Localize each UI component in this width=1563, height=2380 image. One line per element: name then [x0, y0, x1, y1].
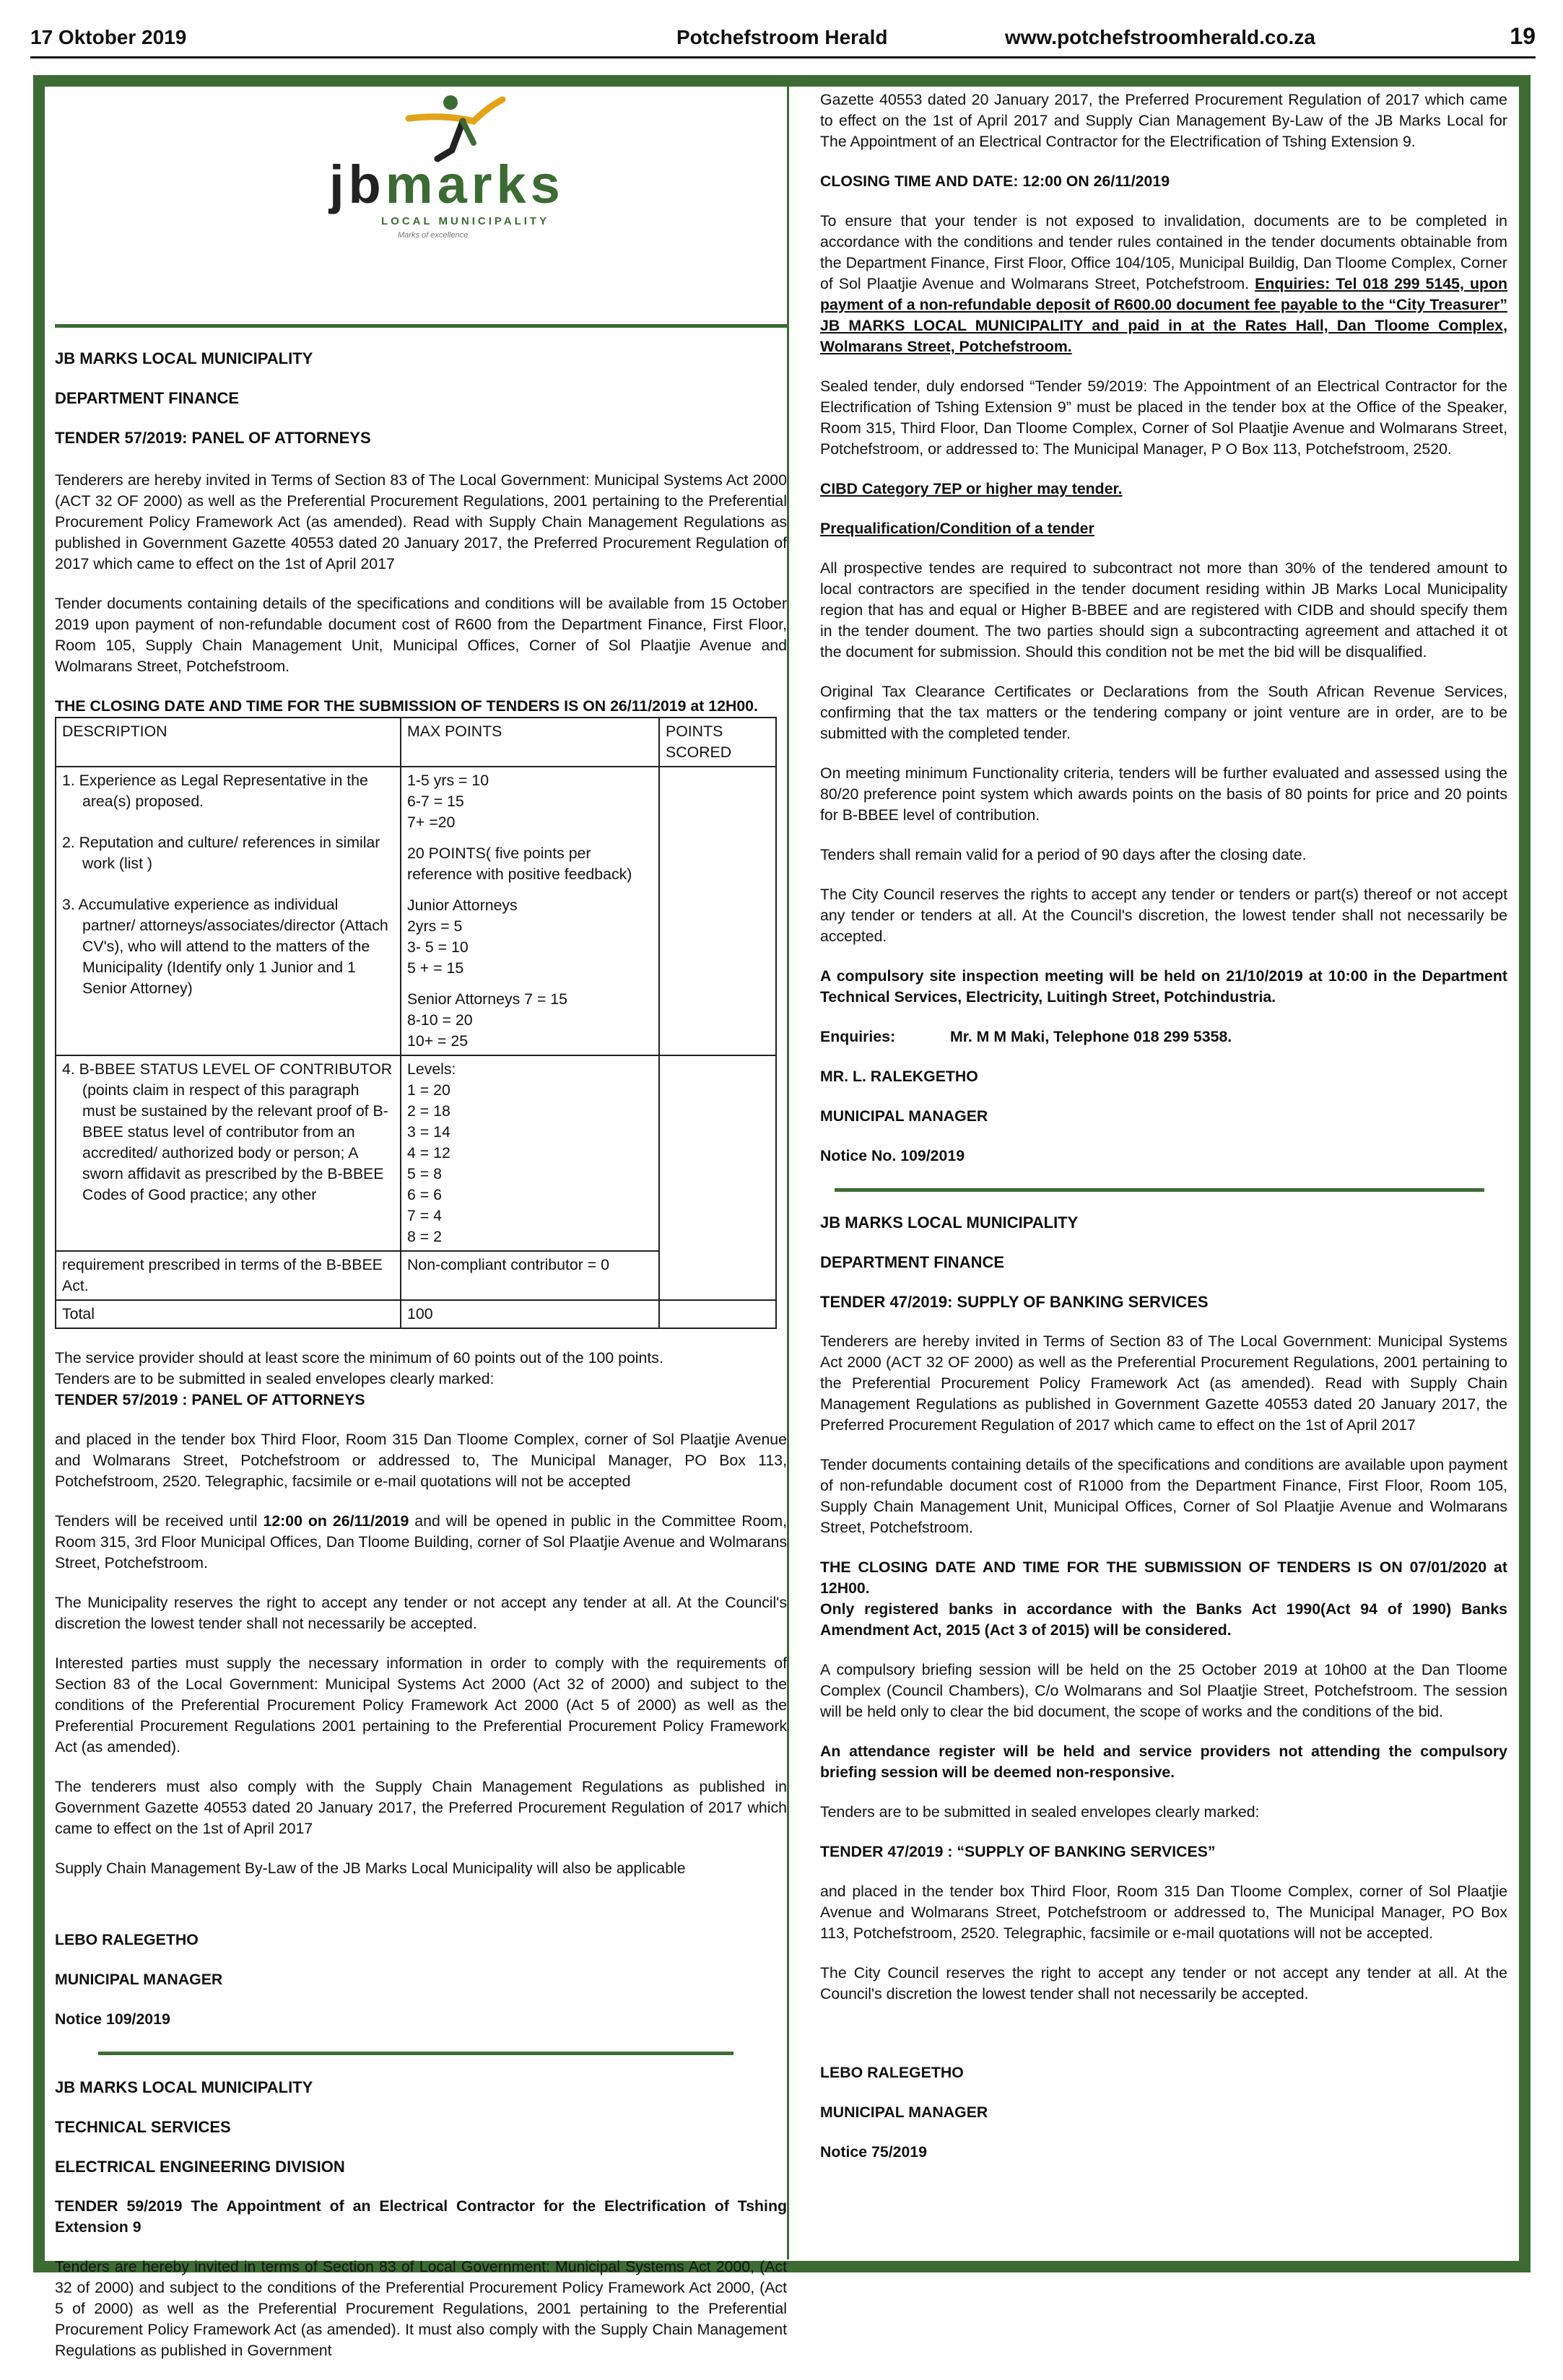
notice2-para-3: To ensure that your tender is not exposed to invalidation, documents are to be completed in accordance with the conditions and tender rules contained in the tender documents obtainable from the Department Finance, First Floor, Office 104/105, Municipal Buildig, Dan Tloome Complex, Corner of Sol Plaatjie Avenue and Wolmarans Street, Potchefstroom. Enquiries: Tel 018 299 5145, upon payment of a non-refundable deposit of R600.00 document fee payable to the “City Treasurer” JB MARKS LOCAL MUNICIPALITY and paid in at the Rates Hall, Dan Tloome Complex, Wolmarans Street, Potchefstroom.	[820, 212, 1508, 355]
criterion-reputation: 2. Reputation and culture/ references in similar work (list )	[62, 834, 380, 872]
criterion-bbbee: 4. B-BBEE STATUS LEVEL OF CONTRIBUTOR (points claim in respect of this paragraph must be sustained by the relevant proof of B-BBEE status level of contributor from an accredited/ authorized body or person; A sworn affidavit as prescribed by the B-BBEE Codes of Good practice; any other	[62, 1060, 393, 1203]
points-line: Levels:	[407, 1060, 456, 1078]
notice2-para-1: Tenders are hereby invited in terms of Section 83 of Local Government: Municipal Systems Act 2000, (Act 32 of 2000) and subject to the conditions of the Preferential Procurement Policy Framework Act 2000, (Act 5 of 2000) as well as the Preferential Procurement Regulations, 2001 pertaining to the Preferential Procurement Policy Framework Act (as amended). It must also comply with the Supply Chain Management Regulations as published in Government	[55, 2258, 787, 2359]
notice2-heading-3: ELECTRICAL ENGINEERING DIVISION	[55, 2158, 345, 2176]
notice2-enquiries: Enquiries: Mr. M M Maki, Telephone 018 299 5358.	[820, 1028, 1232, 1045]
notice2-para-2: Gazette 40553 dated 20 January 2017, the Preferred Procurement Regulation of 2017 which came to effect on the 1st of April 2017 and Supply Cian Management By-Law of the JB Marks Local for The Appointment of an Electrical Contractor for the Electrification of Tshing Extension 9.	[820, 91, 1507, 150]
notice3-closing: THE CLOSING DATE AND TIME FOR THE SUBMISSION OF TENDERS IS ON 07/01/2020 at 12H00.	[820, 1559, 1507, 1597]
notice2-para-8: Tenders shall remain valid for a period of 90 days after the closing date.	[820, 846, 1307, 863]
signatory-title: MUNICIPAL MANAGER	[55, 1971, 223, 1988]
points-line: 1-5 yrs = 10	[407, 772, 489, 789]
notice1-para-4: and placed in the tender box Third Floor, Room 315 Dan Tloome Complex, corner of Sol Plaatjie Avenue and Wolmarans Street, Potchefstroom or addressed to, The Municipal Manager, PO Box 113, Potchefstroom, 2520. Telegraphic, facsimile or e-mail quotations will not be accepted	[55, 1431, 787, 1490]
notice2-para-5: All prospective tendes are required to subcontract not more than 30% of the tendered amount to local contractors are specified in the tender document residing within JB Marks Local Municipality region that has and equal or Higher B-BBEE and are registered with CIDB and should specify them in the tender doument. The two parties should sign a subcontracting agreement and attached it ot the document for submission. Should this condition not be met the bid will be disqualified.	[820, 559, 1507, 661]
points-line: 7+ =20	[407, 814, 456, 831]
points-line: 2yrs = 5	[407, 917, 463, 935]
points-line: 6 = 6	[407, 1186, 442, 1203]
total-value: 100	[401, 1300, 659, 1328]
notice2-closing: CLOSING TIME AND DATE: 12:00 ON 26/11/2019	[820, 173, 1170, 190]
points-line: 8 = 2	[407, 1228, 442, 1245]
notice3-para-7: and placed in the tender box Third Floor, Room 315 Dan Tloome Complex, corner of Sol Plaatjie Avenue and Wolmarans Street, Potchefstroom or addressed to, The Municipal Manager, PO Box 113, Potchefstroom, 2520. Telegraphic, facsimile or e-mail quotations will not be accepted.	[820, 1883, 1507, 1942]
points-line: 4 = 12	[407, 1144, 450, 1161]
notice-number: Notice 75/2019	[820, 2143, 927, 2161]
green-rule	[835, 1188, 1484, 1192]
notice3-banks: Only registered banks in accordance with the Banks Act 1990(Act 94 of 1990) Banks Amendment Act, 2015 (Act 3 of 2015) will be considered.	[820, 1600, 1507, 1639]
notice1-closing: THE CLOSING DATE AND TIME FOR THE SUBMISSION OF TENDERS IS ON 26/11/2019 at 12H00.	[55, 697, 758, 715]
points-noncompliant: Non-compliant contributor = 0	[401, 1251, 659, 1300]
points-line: 3- 5 = 10	[407, 938, 469, 956]
criterion-bbbee-cont: requirement prescribed in terms of the B-BBEE Act.	[56, 1251, 401, 1300]
notice2-para-9: The City Council reserves the rights to accept any tender or tenders or part(s) thereof or not accept any tender or tenders at all. At the Council's discretion, the lowest tender shall not necessarily be accepted.	[820, 886, 1507, 945]
points-line: 6-7 = 15	[407, 793, 464, 810]
signatory-title: MUNICIPAL MANAGER	[820, 2104, 988, 2121]
score-cell[interactable]	[659, 1300, 776, 1328]
notice-number: Notice 109/2019	[55, 2010, 170, 2028]
signatory-name: LEBO RALEGETHO	[820, 2064, 964, 2081]
notice3-para-5: Tenders are to be submitted in sealed envelopes clearly marked:	[820, 1803, 1260, 1821]
notice1-para-1: Tenderers are hereby invited in Terms of Section 83 of The Local Government: Municipal Systems Act 2000 (ACT 32 OF 2000) as well as the Preferential Procurement Regulations, 2001 pertaining to the Preferential Procurement Policy Framework Act (as amended). Read with Supply Chain Management Regulations as published in Government Gazette 40553 dated 20 January 2017, the Preferred Procurement Regulation of 2017 which came to effect on the 1st of April 2017	[55, 471, 787, 572]
page-header	[30, 23, 1536, 55]
points-line: 3 = 14	[407, 1123, 450, 1141]
logo-subtitle: LOCAL MUNICIPALITY	[381, 215, 550, 227]
col-max-points: MAX POINTS	[401, 718, 659, 767]
issue-date: 17 Oktober 2019	[30, 26, 187, 48]
notice3-heading-3: TENDER 47/2019: SUPPLY OF BANKING SERVICES	[820, 1293, 1209, 1311]
total-label: Total	[56, 1300, 401, 1328]
points-table	[55, 717, 777, 1329]
notice2-cidb: CIBD Category 7EP or higher may tender.	[820, 480, 1123, 497]
newspaper-name: Potchefstroom Herald	[676, 26, 888, 48]
notice1-para-5: Tenders will be received until 12:00 on 26/11/2019 and will be opened in public in the Committee Room, Room 315, 3rd Floor Municipal Offices, Dan Tloome Building, corner of Sol Plaatjie Avenue and Wolmarans Street, Potchefstroom.	[55, 1512, 788, 1572]
points-line: 7 = 4	[407, 1207, 442, 1224]
jb-marks-logo	[55, 90, 787, 241]
points-line: Junior Attorneys	[407, 897, 518, 914]
notice1-marking: TENDER 57/2019 : PANEL OF ATTORNEYS	[55, 1391, 365, 1408]
green-rule	[55, 324, 787, 328]
green-rule	[98, 2052, 733, 2055]
points-reputation: 20 POINTS( five points per reference with positive feedback)	[407, 845, 632, 883]
page-number: 19	[1510, 23, 1536, 49]
notice-number: Notice No. 109/2019	[820, 1147, 965, 1164]
score-cell[interactable]	[659, 767, 776, 1055]
notice3-heading-2: DEPARTMENT FINANCE	[820, 1253, 1005, 1271]
notice1-para-2: Tender documents containing details of the specifications and conditions will be available from 15 October 2019 upon payment of non-refundable document cost of R600 from the Department Finance, First Floor, Room 105, Supply Chain Management Unit, Municipal Offices, Corner of Sol Plaatjie Avenue and Wolmarans Street, Potchefstroom.	[55, 595, 787, 675]
table-row	[56, 767, 776, 1055]
notice2-prequalification: Prequalification/Condition of a tender	[820, 520, 1094, 537]
points-line: 5 + = 15	[407, 959, 464, 977]
notice3-para-1: Tenderers are hereby invited in Terms of Section 83 of The Local Government: Municipal Systems Act 2000 (ACT 32 OF 2000) as well as the Preferential Procurement Regulations, 2001 pertaining to the Preferential Procurement Policy Framework Act (as amended). Read with Supply Chain Management Regulations as published in Government Gazette 40553 dated 20 January 2017, the Preferred Procurement Regulation of 2017 which came to effect on the 1st of April 2017	[820, 1333, 1507, 1434]
notice1-heading-2: DEPARTMENT FINANCE	[55, 389, 240, 407]
notice2-site-inspection: A compulsory site inspection meeting will be held on 21/10/2019 at 10:00 in the Department Technical Services, Electricity, Luitingh Street, Potchindustria.	[820, 967, 1507, 1006]
notice2-heading-2: TECHNICAL SERVICES	[55, 2118, 231, 2136]
notice3-heading-1: JB MARKS LOCAL MUNICIPALITY	[820, 1213, 1079, 1232]
notice1-heading-3: TENDER 57/2019: PANEL OF ATTORNEYS	[55, 429, 371, 447]
points-line: 1 = 20	[407, 1081, 450, 1099]
signatory-name: LEBO RALEGETHO	[55, 1931, 199, 1948]
notice1-para-3: The service provider should at least score the minimum of 60 points out of the 100 points.	[55, 1349, 663, 1366]
right-column	[820, 90, 1507, 2181]
table-row	[56, 1055, 776, 1251]
notice2-heading-1: JB MARKS LOCAL MUNICIPALITY	[55, 2078, 313, 2096]
signatory-name: MR. L. RALEKGETHO	[820, 1068, 978, 1085]
points-line: 8-10 = 20	[407, 1011, 473, 1029]
logo-figure-icon	[394, 92, 539, 165]
points-line: 2 = 18	[407, 1102, 450, 1120]
points-line: 5 = 8	[407, 1165, 442, 1182]
notice2-para-7: On meeting minimum Functionality criteria, tenders will be further evaluated and assessed using the 80/20 preference point system which awards points on the basis of 80 points for price and 20 points for B-BBEE level of contribution.	[820, 764, 1507, 824]
notice3-para-2: Tender documents containing details of the specifications and conditions are available upon payment of non-refundable document cost of R1000 from the Department Finance, First Floor, Room 105, Supply Chain Management Unit, Municipal Offices, Corner of Sol Plaatjie Avenue and Wolmarans Street, Potchefstroom.	[820, 1456, 1507, 1536]
signatory-title: MUNICIPAL MANAGER	[820, 1107, 988, 1125]
notice3-marking: TENDER 47/2019 : “SUPPLY OF BANKING SERVICES”	[820, 1843, 1216, 1860]
table-header-row	[56, 718, 776, 767]
score-cell[interactable]	[659, 1055, 776, 1300]
logo-tagline: Marks of excellence	[398, 231, 469, 240]
notice1-heading-1: JB MARKS LOCAL MUNICIPALITY	[55, 349, 313, 367]
header-rule	[30, 56, 1536, 58]
logo-wordmark: jbmarks	[329, 154, 565, 214]
criterion-experience: 1. Experience as Legal Representative in the area(s) proposed.	[62, 772, 368, 810]
notice1-para-3b: Tenders are to be submitted in sealed envelopes clearly marked:	[55, 1370, 495, 1387]
points-line: Senior Attorneys 7 = 15	[407, 990, 567, 1008]
col-description: DESCRIPTION	[56, 718, 401, 767]
newspaper-url[interactable]: www.potchefstroomherald.co.za	[1005, 26, 1315, 48]
notice2-para-4: Sealed tender, duly endorsed “Tender 59/2019: The Appointment of an Electrical Contractor for the Electrification of Tshing Extension 9” must be placed in the tender box at the Office of the Speaker, Room 315, Third Floor, Dan Tloome Complex, Corner of Sol Plaatjie Avenue and Wolmarans Street, Potchefstroom, or addressed to: The Municipal Manager, P O Box 113, Potchefstroom, 2520.	[820, 378, 1507, 458]
column-divider	[787, 87, 789, 2259]
notice1-para-6: The Municipality reserves the right to accept any tender or not accept any tender at all. At the Council's discretion the lowest tender shall not necessarily be accepted.	[55, 1594, 787, 1632]
notice1-para-8: The tenderers must also comply with the Supply Chain Management Regulations as published in Government Gazette 40553 dated 20 January 2017, the Preferred Procurement Regulation of 2017 which came to effect on the 1st of April 2017	[55, 1778, 787, 1837]
notice2-para-6: Original Tax Clearance Certificates or Declarations from the South African Revenue Services, confirming that the tax matters or the tendering company or joint venture are in order, are to be submitted with the completed tender.	[820, 683, 1507, 742]
notice1-para-7: Interested parties must supply the necessary information in order to comply with the requirements of Section 83 of the Local Government: Municipal Systems Act 2000 (Act 32 of 2000) and subject to the conditions of the Preferential Procurement Policy Framework Act 2000 (Act 5 of 2000) as well as the Preferential Procurement Regulations 2001 pertaining to the Preferential Procurement Policy Framework Act (as amended).	[55, 1655, 787, 1756]
notice3-para-8: The City Council reserves the right to accept any tender or not accept any tender at all. At the Council's discretion the lowest tender shall not necessarily be accepted.	[820, 1964, 1507, 2002]
notice2-title: TENDER 59/2019 The Appointment of an Electrical Contractor for the Electrification of Tshing Extension 9	[55, 2197, 787, 2236]
left-column	[55, 90, 787, 2380]
notice3-para-3: A compulsory briefing session will be held on the 25 October 2019 at 10h00 at the Dan Tloome Complex (Council Chambers), C/o Wolmarans and Sol Plaatjie Street, Potchefstroom. The session will be held only to clear the bid document, the scope of works and the conditions of the bid.	[820, 1661, 1507, 1720]
table-row	[56, 1300, 776, 1328]
notice1-para-9: Supply Chain Management By-Law of the JB Marks Local Municipality will also be applicable	[55, 1860, 686, 1877]
col-points-scored: POINTS SCORED	[659, 718, 776, 767]
criterion-accumulative: 3. Accumulative experience as individual partner/ attorneys/associates/director (Attach CV's), who will attend to the matters of the Municipality (Identify only 1 Junior and 1 Senior Attorney)	[62, 896, 388, 997]
points-line: 10+ = 25	[407, 1032, 469, 1050]
notice3-para-4: An attendance register will be held and service providers not attending the compulsory briefing session will be deemed non-responsive.	[820, 1743, 1507, 1781]
